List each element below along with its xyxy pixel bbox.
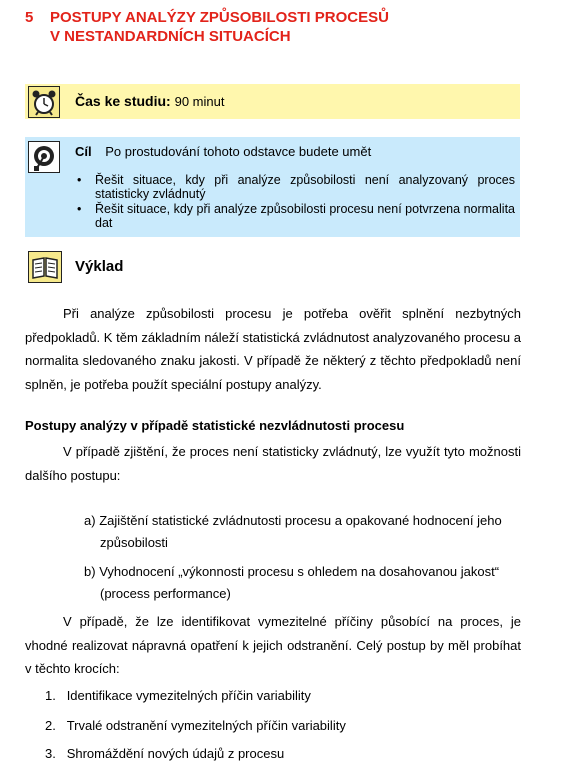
- step-text: Trvalé odstranění vymezitelných příčin variability: [66, 718, 346, 733]
- option-marker: a): [84, 513, 96, 528]
- paragraph-intro: Při analýze způsobilosti procesu je potřeba ověřit splnění nezbytných předpokladů. K těm základním náleží statistická zvládnutost analyzovaného procesu a normalita sledovaného znaku jakosti. V případě že některý z těchto předpokladů není splněn, je potřeba použít speciální postupy analýzy.: [25, 306, 521, 392]
- option-text-continued: způsobilosti: [100, 535, 168, 550]
- chapter-title-line-2: V NESTANDARDNÍCH SITUACÍCH: [50, 28, 291, 45]
- step-marker: 2.: [45, 718, 56, 733]
- goal-box: [25, 137, 520, 237]
- step-text: Identifikace vymezitelných příčin variability: [66, 688, 311, 703]
- step-marker: 3.: [45, 746, 56, 761]
- step-item: [45, 718, 346, 733]
- step-item: [45, 746, 284, 761]
- goal-heading: [75, 144, 371, 159]
- option-item-a: [84, 510, 524, 554]
- section-heading: Postupy analýzy v případě statistické nezvládnutosti procesu: [25, 418, 405, 433]
- option-text-continued: (process performance): [100, 586, 231, 601]
- paragraph-corrective-actions: V případě, že lze identifikovat vymezitelné příčiny působící na proces, je vhodné realizovat nápravná opatření k jejich odstranění. Celý postup by měl probíhat v těchto krocích:: [25, 614, 521, 676]
- option-item-b: [84, 561, 524, 605]
- study-time-value: 90 minut: [174, 94, 225, 109]
- chapter-title: [25, 8, 389, 46]
- step-item: [45, 688, 311, 703]
- goal-list: [75, 173, 515, 231]
- step-text: Shromáždění nových údajů z procesu: [66, 746, 285, 761]
- step-marker: 1.: [45, 688, 56, 703]
- study-time-text: [75, 93, 224, 109]
- goal-item: • Řešit situace, kdy při analýze způsobilosti procesu není potvrzena normalita dat: [75, 202, 515, 230]
- alarm-clock-icon: [28, 86, 60, 118]
- chapter-number: 5: [25, 9, 34, 26]
- explanation-title: Výklad: [75, 258, 124, 275]
- book-icon: [28, 251, 62, 283]
- chapter-title-line-1: POSTUPY ANALÝZY ZPŮSOBILOSTI PROCESŮ: [50, 9, 389, 26]
- option-text: Vyhodnocení „výkonnosti procesu s ohledem na dosahovanou jakost“: [99, 564, 500, 579]
- study-time-box: [25, 84, 520, 119]
- target-icon: [28, 141, 60, 173]
- goal-item: • Řešit situace, kdy při analýze způsobilosti není analyzovaný proces statisticky zvládnutý: [75, 173, 515, 201]
- goal-intro: Po prostudování tohoto odstavce budete umět: [105, 144, 372, 159]
- option-marker: b): [84, 564, 96, 579]
- study-time-label: Čas ke studiu:: [75, 93, 171, 109]
- goal-label: Cíl: [75, 144, 92, 159]
- paragraph-options-intro: V případě zjištění, že proces není statisticky zvládnutý, lze využít tyto možnosti dalšího postupu:: [25, 444, 521, 483]
- option-text: Zajištění statistické zvládnutosti procesu a opakované hodnocení jeho: [99, 513, 502, 528]
